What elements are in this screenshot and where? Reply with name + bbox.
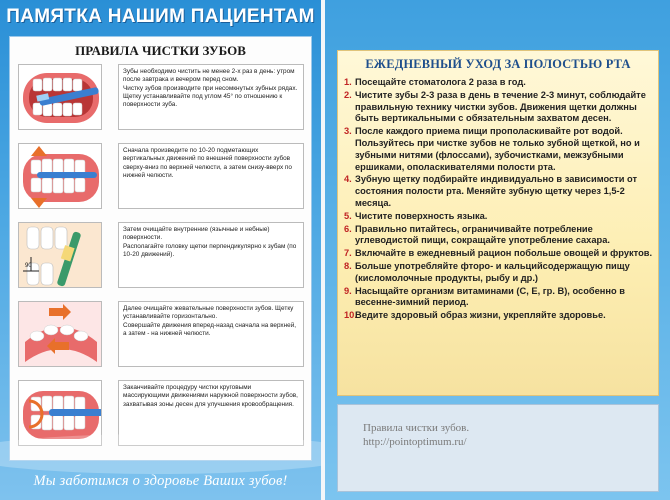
rule-text: Чистите поверхность языка. xyxy=(355,210,488,221)
rule-text: Ведите здоровый образ жизни, укрепляйте здоровье. xyxy=(355,310,606,321)
rule-text: Зубную щетку подбирайте индивидуально в зависимости от состояния полости рта. Меняйте зубную щетку через 1,5-2 месяца. xyxy=(355,174,638,208)
rule-item xyxy=(344,310,656,322)
chewing-surface-brushing-icon xyxy=(19,302,102,367)
arrow-up-icon xyxy=(31,198,47,208)
step-3-line-1: Затем очищайте внутренние (язычные и небные) поверхности. xyxy=(123,226,270,242)
teeth-brush-angle-icon xyxy=(19,65,102,130)
step-1-teeth-image xyxy=(18,64,102,130)
source-title: Правила чистки зубов. xyxy=(363,422,470,434)
step-5-line-1: Заканчивайте процедуру чистки круговыми массирующими движениями наружной поверхности зубов, захватывая зоны десен для улучшения кровообращения. xyxy=(123,384,298,408)
inner-surface-brushing-icon xyxy=(19,223,102,288)
step-4-line-2: Совершайте движения вперед-назад сначала на верхней, а затем - на нижней челюсти. xyxy=(123,321,297,337)
step-4-text xyxy=(118,301,304,367)
source-url[interactable]: http://pointoptimum.ru/ xyxy=(363,436,467,448)
daily-care-rules-list xyxy=(344,77,656,323)
rule-item xyxy=(344,77,656,89)
rule-number: 2. xyxy=(344,89,352,100)
step-1-line-2: Чистку зубов производите при несомкнутых зубных рядах. Щетку устанавливайте под углом 45° по отношению к поверхности зуба. xyxy=(123,84,298,109)
step-4-teeth-image xyxy=(18,301,102,367)
brushing-rules-title: ПРАВИЛА ЧИСТКИ ЗУБОВ xyxy=(75,43,246,58)
rule-item xyxy=(344,248,656,260)
rule-number: 6. xyxy=(344,223,352,234)
step-3-teeth-image xyxy=(18,222,102,288)
source-info-text xyxy=(363,421,469,449)
daily-care-title: ЕЖЕДНЕВНЫЙ УХОД ЗА ПОЛОСТЬЮ РТА xyxy=(365,57,631,71)
daily-care-card xyxy=(337,50,659,396)
right-poster xyxy=(325,0,670,500)
rule-number: 4. xyxy=(344,174,352,185)
angle-90-label: 90 xyxy=(25,263,32,269)
left-poster-title: ПАМЯТКА НАШИМ ПАЦИЕНТАМ xyxy=(6,6,315,27)
rule-text: Чистите зубы 2-3 раза в день в течение 2-3 минут, соблюдайте правильную технику чистки зубов. Движения щетки должны быть вертикальными с обязательным захватом десен. xyxy=(355,89,646,124)
rule-number: 10. xyxy=(344,310,357,321)
rule-number: 1. xyxy=(344,77,352,87)
rule-text: После каждого приема пищи прополаскивайте рот водой. Пользуйтесь при чистке зубов не только зубной щеткой, но и зубными нитями (флоссами), зубочистками, межзубными ершиками, ополаскивателями полости рта. xyxy=(355,126,640,172)
rule-item xyxy=(344,174,656,209)
brushing-rules-card xyxy=(9,36,312,461)
step-4-line-1: Далее очищайте жевательные поверхности зубов. Щетку устанавливайте горизонтально. xyxy=(123,305,294,321)
step-3-text xyxy=(118,222,304,288)
rule-text: Посещайте стоматолога 2 раза в год. xyxy=(355,77,526,87)
rule-item xyxy=(344,286,656,310)
rule-text: Правильно питайтесь, ограничивайте потребление углеводистой пищи, сокращайте употребление сахара. xyxy=(355,223,610,246)
rule-number: 9. xyxy=(344,285,352,296)
left-poster-footer: Мы заботимся о здоровье Ваших зубов! xyxy=(33,473,288,489)
rule-item xyxy=(344,90,656,125)
step-1-line-1: Зубы необходимо чистить не менее 2-х раз в день: утром после завтрака и вечером перед сном. xyxy=(123,68,295,84)
rule-text: Включайте в ежедневный рацион побольше овощей и фруктов. xyxy=(355,248,653,259)
step-3-line-2: Располагайте головку щетки перпендикулярно к зубам (по 10-20 движений). xyxy=(123,242,297,258)
step-2-text xyxy=(118,143,304,209)
rule-number: 5. xyxy=(344,210,352,221)
decorative-swoosh xyxy=(0,434,321,474)
rule-number: 7. xyxy=(344,248,352,259)
step-2-teeth-image xyxy=(18,143,102,209)
vertical-brushing-icon xyxy=(19,144,102,209)
rule-item xyxy=(344,126,656,173)
rule-item xyxy=(344,224,656,248)
source-info-card xyxy=(337,404,659,492)
rule-item xyxy=(344,211,656,223)
arrow-down-icon xyxy=(31,146,47,156)
rule-text: Насыщайте организм витаминами (С, Е, гр. В), особенно в весенне-зимний период. xyxy=(355,285,625,308)
step-1-text xyxy=(118,64,304,130)
left-poster xyxy=(0,0,321,500)
rule-number: 8. xyxy=(344,260,352,271)
rule-item xyxy=(344,261,656,285)
rule-text: Больше употребляйте фторо- и кальцийсодержащую пищу (кисломолочные продукты, рыбу и др.) xyxy=(355,260,630,283)
step-2-line-1: Сначала произведите по 10-20 подметающих вертикальных движений по внешней поверхности зубов сверху-вниз по верхней челюсти, а затем снизу-вверх по нижней челюсти. xyxy=(123,147,292,179)
rule-number: 3. xyxy=(344,126,352,137)
